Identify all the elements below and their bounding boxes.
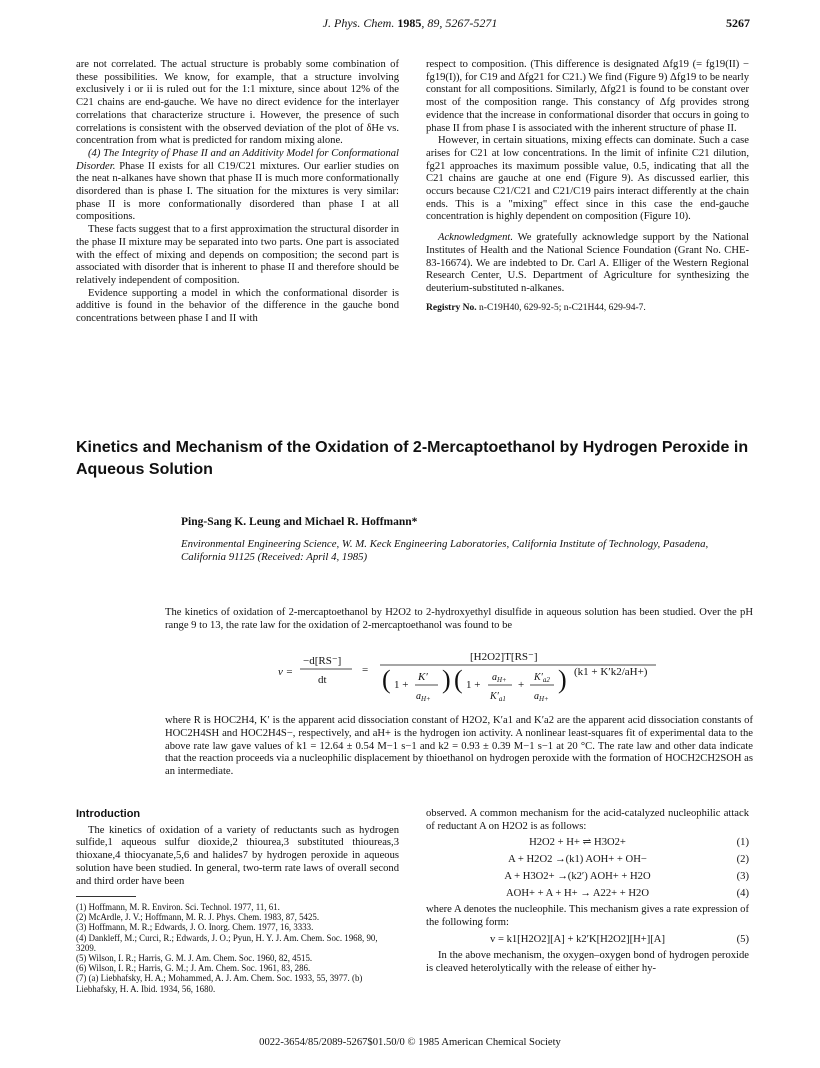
- reference-item: (2) McArdle, J. V.; Hoffmann, M. R. J. Phys. Chem. 1983, 87, 5425.: [76, 912, 320, 923]
- ka1-den: $K'_{a1}$: [490, 691, 506, 703]
- prev-article-column-right: [426, 59, 749, 314]
- journal-name: J. Phys. Chem.: [322, 16, 395, 30]
- ah-den-1: $a_{H+}$: [416, 691, 431, 703]
- page-number: 5267: [726, 16, 750, 30]
- prev-paragraph-5: respect to composition. (This difference is designated Δfg19 (= fg19(II) − fg19(I)), for C19 and Δfg21 for C21.) We find (Figure 9) Δfg19 to be nearly constant for all compositions. Similarly, Δfg21 is found to be constant over most of the composition range. This constancy of Δfg provides strong evidence that the increase in conformational disorder that occurs in going to phase II from phase I is associated with the inherent structure of phase II.: [426, 59, 749, 134]
- prev-paragraph-2: [76, 148, 399, 224]
- one-term-2: 1 +: [466, 679, 481, 691]
- reaction-2-number: (2): [736, 854, 749, 866]
- rate-tail: (k1 + K′k2/aH+): [574, 666, 648, 678]
- intro-paragraph-4: In the above mechanism, the oxygen–oxygen bond of hydrogen peroxide is cleaved heterolytically with the release of either hy-: [426, 950, 749, 975]
- introduction-heading: Introduction: [76, 808, 141, 820]
- acknowledgment: [426, 232, 749, 296]
- equation-5-body: v = k1[H2O2][A] + k2′K[H2O2][H+][A]: [490, 933, 665, 945]
- reference-item: (7) (a) Liebhafsky, H. A.; Mohammed, A. J. Am. Chem. Soc. 1933, 55, 3977. (b) Liebhafsky, H. A. Ibid. 1934, 56, 1680.: [76, 973, 363, 994]
- prev-paragraph-3: These facts suggest that to a first approximation the structural disorder in the phase II mixture may be separated into two parts. One part is associated with the effect of mixing and depends on composition; the second part is associated with disorder that is inherent to phase II and therefore should be relatively independent of composition.: [76, 224, 399, 286]
- reaction-2-equation: A + H2O2 →(k1) AOH+ + OH−: [508, 854, 647, 866]
- reaction-3-number: (3): [736, 870, 749, 882]
- article-affiliation: Environmental Engineering Science, W. M. Keck Engineering Laboratories, California Institute of Technology, Pasadena, California 91125 (Received: April 4, 1985): [181, 538, 709, 563]
- reaction-4: [426, 888, 749, 901]
- paren-close-1: ): [442, 665, 451, 694]
- abstract-text-2: where R is HOC2H4, K′ is the apparent acid dissociation constant of H2O2, K′a1 and K′a2 are the apparent acid dissociation constants of HOC2H4SH and HOC2H4S−, respectively, and aH+ is the hydrogen ion activity. A nonlinear least-squares fit of experimental data to the above rate law gave values of k1 = 12.64 ± 0.54 M−1 s−1 and k2 = 0.93 ± 0.39 M−1 s−1 at 20 °C. The rate law and other data indicate that the reaction proceeds via a nucleophilic displacement by thioethanol on hydrogen peroxide with the formation of HOCH2CH2SOH as an intermediate.: [165, 715, 753, 778]
- rate-law-equation: [170, 642, 750, 708]
- reference-item: (1) Hoffmann, M. R. Environ. Sci. Technol. 1977, 11, 61.: [76, 902, 280, 912]
- rate-symbol: v =: [278, 666, 294, 678]
- abstract-text-1: The kinetics of oxidation of 2-mercaptoethanol by H2O2 to 2-hydroxyethyl disulfide in aqueous solution has been studied. Over the pH range 9 to 13, the rate law for the oxidation of 2-mercaptoethanol was found to be: [165, 607, 753, 631]
- reaction-3-equation: A + H3O2+ →(k2′) AOH+ + H2O: [504, 870, 651, 882]
- registry-numbers: [426, 302, 749, 315]
- intro-column-right: [426, 808, 749, 976]
- journal-year: 1985: [397, 16, 422, 30]
- intro-paragraph-3: where A denotes the nucleophile. This mechanism gives a rate expression of the following form:: [426, 904, 749, 928]
- reaction-1-number: (1): [736, 837, 749, 849]
- prev-paragraph-1: are not correlated. The actual structure is probably some combination of these possibilities. We know, for example, that a structure involving exclusively i or ii is ruled out for the 1:1 mixture, since about 12% of the C21 chains are end-gauche. We have no direct evidence for the interlayer correlations that characterize structure i. However, the presence of such correlations is consistent with the observed deviation of the plot of δHe vs. concentration from what is predicted for random mixing alone.: [76, 59, 399, 147]
- article-title: Kinetics and Mechanism of the Oxidation of 2-Mercaptoethanol by Hydrogen Peroxide in Aqueous Solution: [76, 439, 749, 478]
- references-list: [76, 902, 399, 994]
- page-footer: 0022-3654/85/2089-5267$01.50/0 © 1985 American Chemical Society: [259, 1037, 561, 1048]
- intro-paragraph-2: observed. A common mechanism for the acid-catalyzed nucleophilic attack of reductant A on H2O2 is as follows:: [426, 808, 749, 832]
- journal-citation: [0, 16, 820, 31]
- acknowledgment-heading: Acknowledgment.: [438, 232, 514, 244]
- registry-body: n-C19H40, 629-92-5; n-C21H44, 629-94-7.: [476, 302, 646, 313]
- equals-sign: =: [362, 664, 369, 676]
- reaction-1-equation: H2O2 + H+ ⇌ H3O2+: [529, 837, 626, 849]
- reference-item: (4) Dankleff, M.; Curci, R.; Edwards, J. O.; Pyun, H. Y. J. Am. Chem. Soc. 1968, 90, 3209.: [76, 932, 378, 953]
- prev-paragraph-4: Evidence supporting a model in which the conformational disorder is additive is found in the behavior of the difference in the gauche bond concentrations between phase I and II with: [76, 287, 399, 325]
- journal-volume-pages: , 89, 5267-5271: [421, 16, 498, 30]
- paren-close-2: ): [558, 665, 567, 694]
- running-header: [0, 16, 820, 36]
- rate-denominator: dt: [318, 674, 327, 686]
- intro-column-left: [76, 808, 399, 888]
- k-prime-num: K′: [418, 671, 428, 683]
- reference-item: (5) Wilson, I. R.; Harris, G. M. J. Am. Chem. Soc. 1960, 82, 4515.: [76, 953, 313, 964]
- prev-article-column-left: [76, 59, 399, 326]
- paren-open-1: (: [382, 665, 391, 694]
- equation-5-number: (5): [736, 933, 749, 945]
- reaction-3: [426, 871, 749, 884]
- article-authors: Ping-Sang K. Leung and Michael R. Hoffmann*: [181, 516, 418, 528]
- acknowledgment-body: We gratefully acknowledge support by the National Institutes of Health and the National Science Foundation (Grant No. CHE-83-16674). We are indebted to Dr. Carl A. Elliger of the Western Regional Research Center, U.S. Department of Agriculture for synthesizing the deuterium-substituted n-alkanes.: [426, 232, 749, 294]
- reaction-2: [426, 854, 749, 867]
- abstract-part-2: [165, 715, 753, 779]
- reaction-1: [426, 837, 749, 850]
- abstract-part-1: [165, 607, 753, 633]
- section-run-in-heading: (4) The Integrity of Phase II and an Additivity Model for Conformational Disorder.: [76, 147, 399, 172]
- ka2-num: $K'_{a2}$: [534, 672, 550, 684]
- prev-paragraph-2-body: Phase II exists for all C19/C21 mixtures. Our earlier studies on the neat n-alkanes have shown that phase II is much more conformationally disordered than is phase I. The situation for the mixtures is very similar: phase II is more conformationally disordered than phase I at all compositions.: [76, 160, 399, 223]
- ah-den-3: $a_{H+}$: [534, 691, 549, 703]
- one-term-1: 1 +: [394, 679, 409, 691]
- rate-numerator: −d[RS⁻]: [303, 655, 342, 667]
- equation-5: [426, 934, 749, 947]
- rhs-numerator: [H2O2]T[RS⁻]: [470, 651, 538, 663]
- ah-num-2: $a_{H+}$: [492, 672, 507, 684]
- intro-paragraph-1: The kinetics of oxidation of a variety of reductants such as hydrogen sulfide,1 aqueous sulfur dioxide,2 thiourea,3 substituted thioureas,3 thioxane,4 thiocyanate,5,6 and halides7 by hydrogen peroxide in aqueous solution have been studied. In general, two-term rate laws of overall second and third order have been: [76, 824, 399, 887]
- reaction-4-number: (4): [736, 887, 749, 899]
- reference-item: (3) Hoffmann, M. R.; Edwards, J. O. Inorg. Chem. 1977, 16, 3333.: [76, 922, 314, 933]
- paren-open-2: (: [454, 665, 463, 694]
- plus-sign-2: +: [518, 679, 525, 691]
- registry-heading: Registry No.: [426, 302, 477, 313]
- reaction-4-equation: AOH+ + A + H+ → A22+ + H2O: [506, 887, 649, 899]
- prev-paragraph-6: However, in certain situations, mixing effects can dominate. Such a case arises for C21 at low concentrations. In the limit of infinite C21 dilution, fg21 approaches its maximum possible value, 0.5, indicating that all the C21 chains are gauche at one end (Figure 9). As discussed earlier, this occurs because C21/C21 and C21/C19 pairs interact differently at the chain ends. This is a "mixing" effect since in this case the end-gauche concentration is highly dependent on composition (Figure 10).: [426, 135, 749, 223]
- footnote-rule: [76, 896, 136, 897]
- reference-item: (6) Wilson, I. R.; Harris, G. M.; J. Am. Chem. Soc. 1961, 83, 286.: [76, 963, 311, 974]
